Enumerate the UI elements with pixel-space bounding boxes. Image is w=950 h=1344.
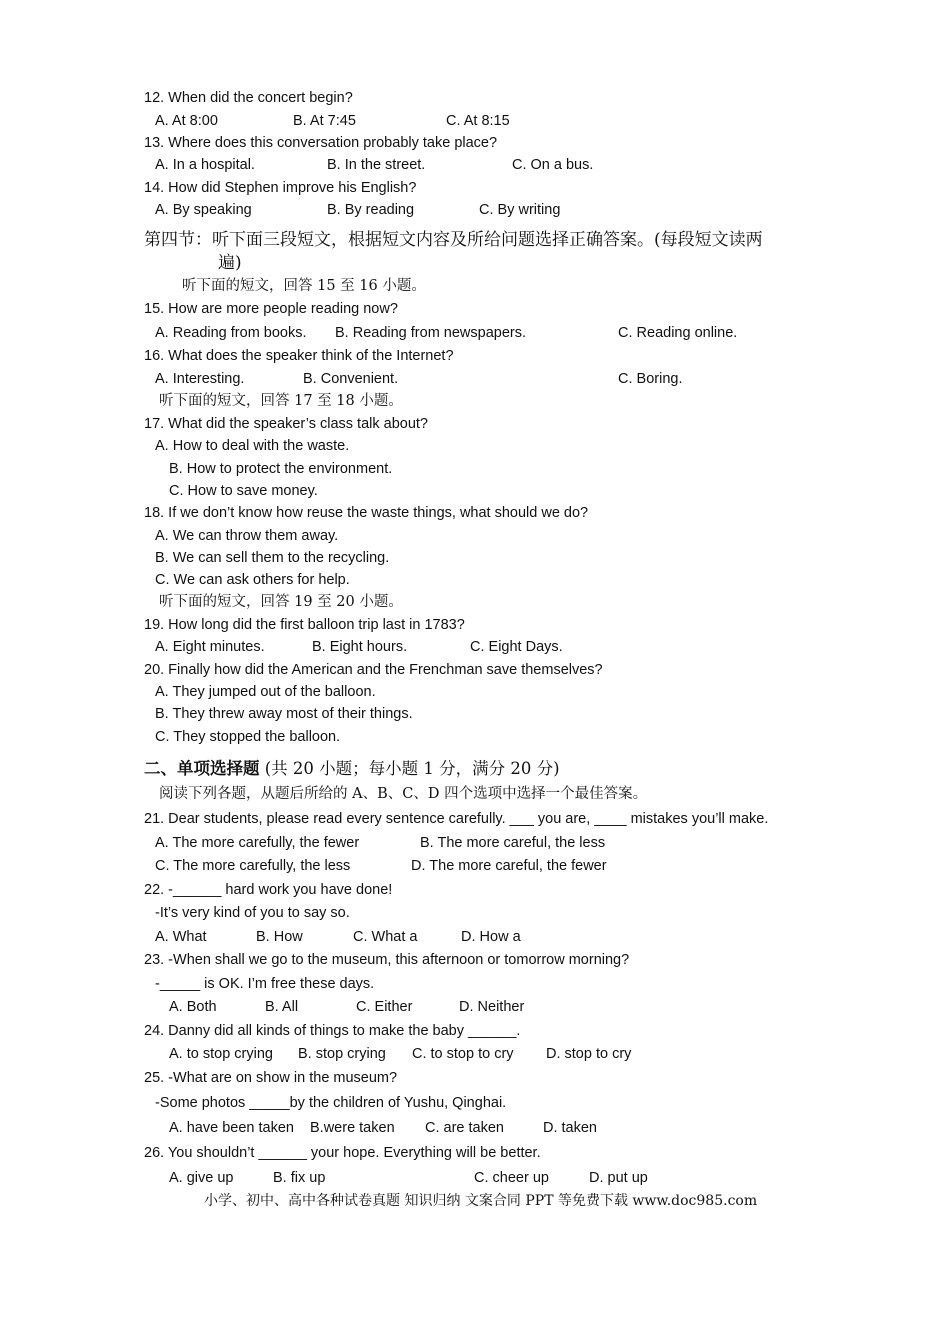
option-25-c: C. are taken bbox=[425, 1120, 504, 1136]
option-24-a: A. to stop crying bbox=[169, 1046, 273, 1062]
option-14-a: A. By speaking bbox=[155, 202, 252, 218]
option-19-b: B. Eight hours. bbox=[312, 639, 408, 655]
option-24-d: D. stop to cry bbox=[546, 1046, 632, 1062]
option-26-d: D. put up bbox=[589, 1170, 648, 1186]
question-16: 16. What does the speaker think of the Internet? bbox=[144, 348, 454, 364]
question-25: 25. -What are on show in the museum? bbox=[144, 1070, 398, 1086]
question-23: 23. -When shall we go to the museum, this afternoon or tomorrow morning? bbox=[144, 952, 630, 968]
option-22-d: D. How a bbox=[461, 929, 521, 945]
question-12: 12. When did the concert begin? bbox=[144, 90, 353, 106]
option-15-c: C. Reading online. bbox=[618, 325, 738, 341]
option-14-c: C. By writing bbox=[479, 202, 561, 218]
option-23-c: C. Either bbox=[356, 999, 413, 1015]
page-footer: 小学、初中、高中各种试卷真题 知识归纳 文案合同 PPT 等免费下载 www.doc985.com bbox=[204, 1193, 758, 1209]
intro-19-20: 听下面的短文，回答 19 至 20 小题。 bbox=[159, 594, 403, 610]
question-14: 14. How did Stephen improve his English? bbox=[144, 180, 417, 196]
option-23-b: B. All bbox=[265, 999, 299, 1015]
question-21: 21. Dear students, please read every sentence carefully. ___ you are, ____ mistakes you’ll make. bbox=[144, 811, 769, 827]
option-14-b: B. By reading bbox=[327, 202, 415, 218]
question-18: 18. If we don’t know how reuse the waste things, what should we do? bbox=[144, 505, 589, 521]
part-2-title: 二、单项选择题 bbox=[144, 759, 260, 778]
option-26-b: B. fix up bbox=[273, 1170, 326, 1186]
option-23-d: D. Neither bbox=[459, 999, 525, 1015]
option-20-b: B. They threw away most of their things. bbox=[155, 706, 413, 722]
option-26-a: A. give up bbox=[169, 1170, 234, 1186]
option-21-d: D. The more careful, the fewer bbox=[411, 858, 607, 874]
option-17-b: B. How to protect the environment. bbox=[169, 461, 393, 477]
option-22-b: B. How bbox=[256, 929, 303, 945]
question-19: 19. How long did the first balloon trip last in 1783? bbox=[144, 617, 465, 633]
option-25-a: A. have been taken bbox=[169, 1120, 294, 1136]
option-22-a: A. What bbox=[155, 929, 207, 945]
option-16-b: B. Convenient. bbox=[303, 371, 399, 387]
option-22-c: C. What a bbox=[353, 929, 418, 945]
option-20-a: A. They jumped out of the balloon. bbox=[155, 684, 376, 700]
option-21-b: B. The more careful, the less bbox=[420, 835, 606, 851]
part-2-heading bbox=[144, 758, 560, 780]
question-20: 20. Finally how did the American and the Frenchman save themselves? bbox=[144, 662, 603, 678]
option-12-c: C. At 8:15 bbox=[446, 113, 510, 129]
option-17-c: C. How to save money. bbox=[169, 483, 318, 499]
question-17: 17. What did the speaker’s class talk about? bbox=[144, 416, 428, 432]
option-25-d: D. taken bbox=[543, 1120, 597, 1136]
option-15-a: A. Reading from books. bbox=[155, 325, 307, 341]
option-24-b: B. stop crying bbox=[298, 1046, 386, 1062]
question-23-reply: -_____ is OK. I’m free these days. bbox=[155, 976, 375, 992]
option-15-b: B. Reading from newspapers. bbox=[335, 325, 527, 341]
option-19-a: A. Eight minutes. bbox=[155, 639, 265, 655]
question-26: 26. You shouldn’t ______ your hope. Everything will be better. bbox=[144, 1145, 541, 1161]
option-18-b: B. We can sell them to the recycling. bbox=[155, 550, 390, 566]
option-21-a: A. The more carefully, the fewer bbox=[155, 835, 360, 851]
part-2-note: (共 20 小题；每小题 1 分，满分 20 分) bbox=[264, 759, 560, 778]
section-4-heading: 第四节：听下面三段短文，根据短文内容及所给问题选择正确答案。(每段短文读两 bbox=[144, 230, 763, 250]
option-18-a: A. We can throw them away. bbox=[155, 528, 339, 544]
option-12-a: A. At 8:00 bbox=[155, 113, 218, 129]
option-13-a: A. In a hospital. bbox=[155, 157, 255, 173]
question-15: 15. How are more people reading now? bbox=[144, 301, 398, 317]
section-4-heading-cont: 遍) bbox=[218, 253, 242, 273]
option-19-c: C. Eight Days. bbox=[470, 639, 563, 655]
option-16-c: C. Boring. bbox=[618, 371, 683, 387]
option-13-c: C. On a bus. bbox=[512, 157, 594, 173]
option-20-c: C. They stopped the balloon. bbox=[155, 729, 341, 745]
question-25-reply: -Some photos _____by the children of Yushu, Qinghai. bbox=[155, 1095, 507, 1111]
option-13-b: B. In the street. bbox=[327, 157, 426, 173]
option-21-c: C. The more carefully, the less bbox=[155, 858, 351, 874]
intro-17-18: 听下面的短文，回答 17 至 18 小题。 bbox=[159, 393, 403, 409]
part-2-instruction: 阅读下列各题，从题后所给的 A、B、C、D 四个选项中选择一个最佳答案。 bbox=[159, 786, 648, 802]
option-16-a: A. Interesting. bbox=[155, 371, 245, 387]
intro-15-16: 听下面的短文，回答 15 至 16 小题。 bbox=[182, 278, 426, 294]
question-22-reply: -It’s very kind of you to say so. bbox=[155, 905, 350, 921]
option-25-b: B.were taken bbox=[310, 1120, 395, 1136]
option-17-a: A. How to deal with the waste. bbox=[155, 438, 350, 454]
question-13: 13. Where does this conversation probably take place? bbox=[144, 135, 498, 151]
question-22: 22. -______ hard work you have done! bbox=[144, 882, 393, 898]
option-23-a: A. Both bbox=[169, 999, 217, 1015]
option-24-c: C. to stop to cry bbox=[412, 1046, 514, 1062]
option-18-c: C. We can ask others for help. bbox=[155, 572, 350, 588]
question-24: 24. Danny did all kinds of things to make the baby ______. bbox=[144, 1023, 521, 1039]
option-26-c: C. cheer up bbox=[474, 1170, 549, 1186]
option-12-b: B. At 7:45 bbox=[293, 113, 356, 129]
